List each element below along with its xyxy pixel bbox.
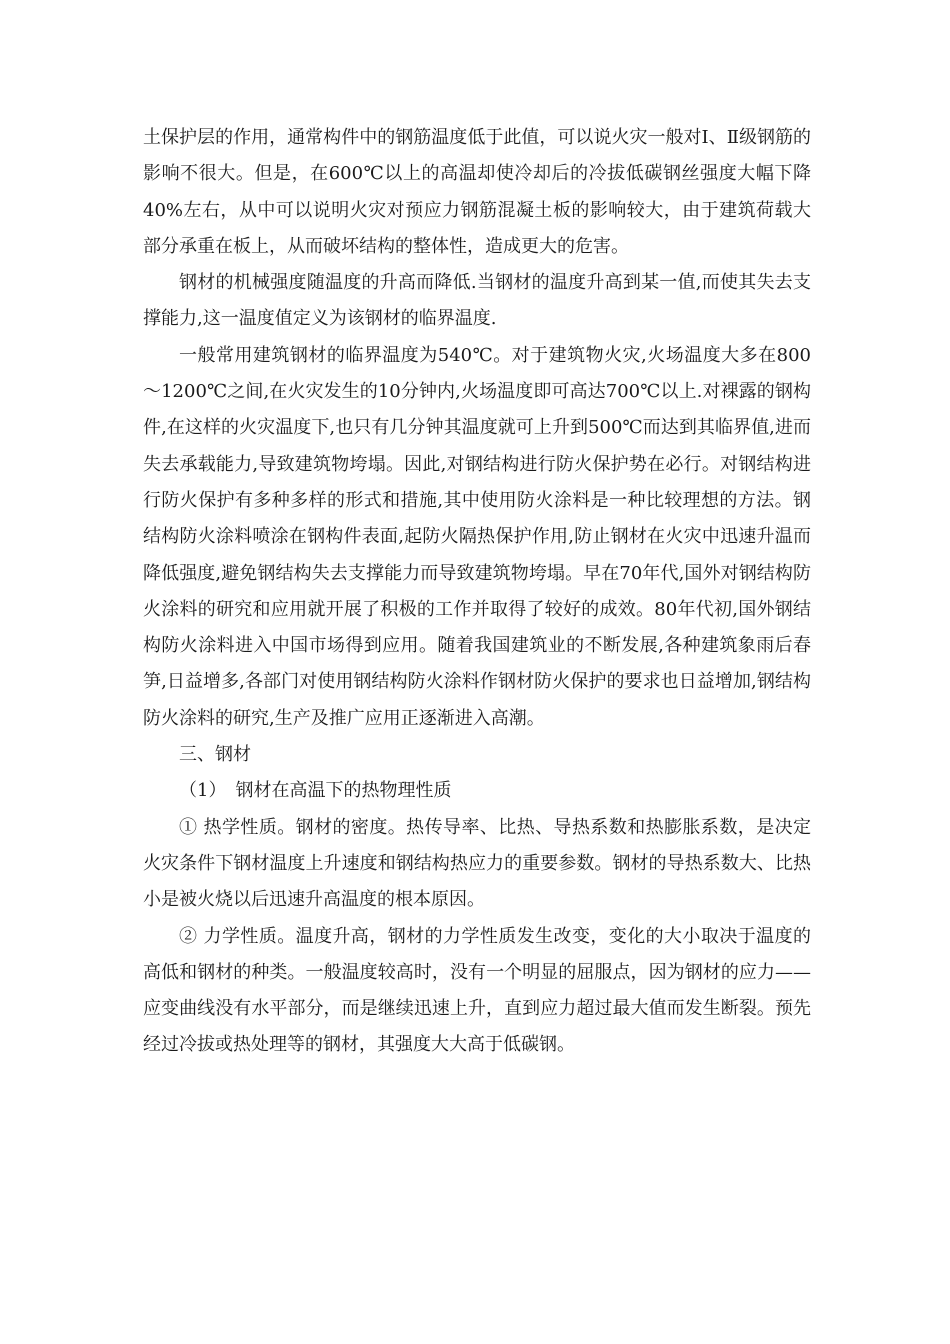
document-body (143, 120, 811, 1064)
paragraph-fire-protection: 一般常用建筑钢材的临界温度为540℃。对于建筑物火灾,火场温度大多在800～1200℃之间,在火灾发生的10分钟内,火场温度即可高达700℃以上.对裸露的钢构件,在这样的火灾温度下,也只有几分钟其温度就可上升到500℃而达到其临界值,进而失去承载能力,导致建筑物垮塌。因此,对钢结构进行防火保护势在必行。对钢结构进行防火保护有多种多样的形式和措施,其中使用防火涂料是一种比较理想的方法。钢结构防火涂料喷涂在钢构件表面,起防火隔热保护作用,防止钢材在火灾中迅速升温而降低强度,避免钢结构失去支撑能力而导致建筑物垮塌。早在70年代,国外对钢结构防火涂料的研究和应用就开展了积极的工作并取得了较好的成效。80年代初,国外钢结构防火涂料进入中国市场得到应用。随着我国建筑业的不断发展,各种建筑象雨后春笋,日益增多,各部门对使用钢结构防火涂料作钢材防火保护的要求也日益增加,钢结构防火涂料的研究,生产及推广应用正逐渐进入高潮。 (143, 344, 811, 729)
paragraph-critical-temperature-definition: 钢材的机械强度随温度的升高而降低.当钢材的温度升高到某一值,而使其失去支撑能力,这一温度值定义为该钢材的临界温度. (143, 272, 811, 330)
paragraph-continuation: 土保护层的作用，通常构件中的钢筋温度低于此值，可以说火灾一般对Ⅰ、Ⅱ级钢筋的影响不很大。但是，在600℃以上的高温却使冷却后的冷拔低碳钢丝强度大幅下降40%左右，从中可以说明火灾对预应力钢筋混凝土板的影响较大，由于建筑荷载大部分承重在板上，从而破坏结构的整体性，造成更大的危害。 (143, 127, 811, 257)
subsection-heading-thermophysical: （1） 钢材在高温下的热物理性质 (179, 780, 452, 802)
paragraph-thermal-properties: ① 热学性质。钢材的密度。热传导率、比热、导热系数和热膨胀系数，是决定火灾条件下钢材温度上升速度和钢结构热应力的重要参数。钢材的导热系数大、比热小是被火烧以后迅速升高温度的根本原因。 (143, 816, 811, 911)
paragraph-mechanical-properties: ② 力学性质。温度升高，钢材的力学性质发生改变，变化的大小取决于温度的高低和钢材的种类。一般温度较高时，没有一个明显的屈服点，因为钢材的应力——应变曲线没有水平部分，而是继续迅速上升，直到应力超过最大值而发生断裂。预先经过冷拔或热处理等的钢材，其强度大大高于低碳钢。 (143, 925, 811, 1056)
section-heading-steel: 三、钢材 (179, 744, 251, 766)
